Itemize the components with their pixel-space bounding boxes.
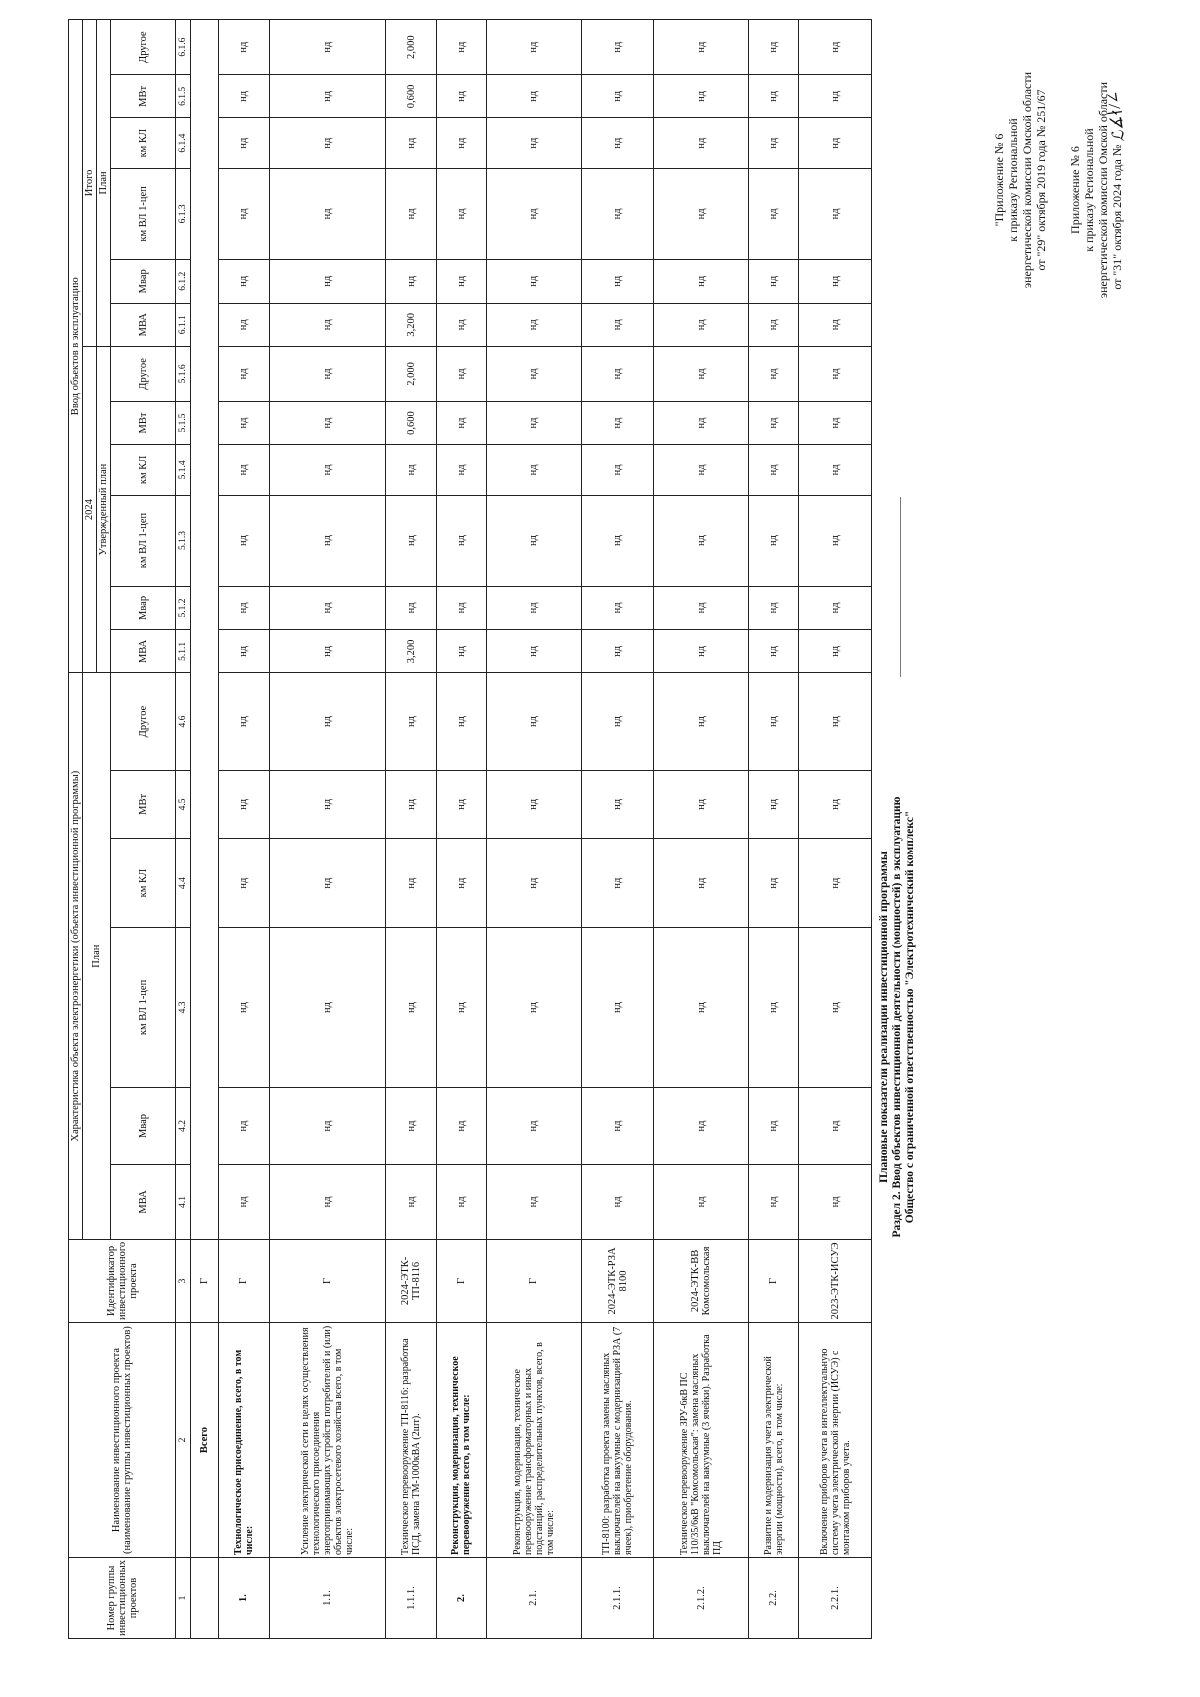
row-value-cell: нд: [654, 445, 749, 495]
row-value-cell: нд: [654, 1087, 749, 1164]
row-value-cell: нд: [269, 1087, 386, 1164]
row-value-cell: нд: [799, 168, 872, 259]
row-value-cell: нд: [749, 20, 799, 75]
appendix-line: к приказу Региональной: [1006, 118, 1020, 242]
row-value-cell: нд: [581, 1087, 654, 1164]
unit-header-cell: Мвар: [111, 1087, 176, 1164]
total-label: Всего: [191, 1323, 219, 1558]
row-value-cell: нд: [654, 168, 749, 259]
appendix-line: Приложение № 6: [1068, 146, 1082, 234]
row-value-cell: нд: [799, 118, 872, 168]
row-value-cell: нд: [654, 118, 749, 168]
row-value-cell: нд: [799, 770, 872, 839]
row-value-cell: нд: [487, 586, 582, 630]
column-number-cell: 5.1.5: [176, 401, 191, 444]
row-value-cell: нд: [219, 1164, 269, 1239]
appendix-line: энергетической комиссии Омской области: [1020, 71, 1034, 289]
header-approved-plan: Утвержденный план: [97, 346, 111, 673]
row-value-cell: нд: [487, 1087, 582, 1164]
total-cell-empty: [191, 20, 219, 1240]
column-number-cell: 5.1.1: [176, 630, 191, 673]
unit-header-cell: км ВЛ 1-цеп: [111, 495, 176, 586]
row-value-cell: нд: [487, 1164, 582, 1239]
row-value-cell: нд: [386, 168, 436, 259]
column-number-cell: 6.1.4: [176, 118, 191, 168]
row-value-cell: нд: [487, 770, 582, 839]
appendix-current-header: [1068, 40, 1129, 340]
row-value-cell: нд: [386, 927, 436, 1087]
row-project-name: ТП-8100: разработка проекта замены масляных выключателей на вакуумные с модернизацией РЗА (7 ячеек), приобретение оборудования.: [581, 1323, 654, 1558]
table-row: [799, 20, 872, 1639]
unit-header-cell: Мвар: [111, 259, 176, 303]
row-value-cell: нд: [269, 839, 386, 928]
header-char-plan: План: [83, 673, 111, 1239]
row-value-cell: нд: [436, 118, 486, 168]
row-value-cell: нд: [436, 303, 486, 346]
row-value-cell: нд: [436, 20, 486, 75]
row-value-cell: нд: [654, 586, 749, 630]
row-project-id: 2023-ЭТК-ИСУЭ: [799, 1239, 872, 1322]
appendix-line: энергетической комиссии Омской области: [1096, 81, 1110, 299]
row-value-cell: нд: [219, 445, 269, 495]
header-year: 2024: [83, 346, 97, 673]
row-value-cell: нд: [581, 586, 654, 630]
row-value-cell: нд: [799, 259, 872, 303]
row-value-cell: нд: [654, 401, 749, 444]
row-value-cell: нд: [487, 259, 582, 303]
row-value-cell: нд: [219, 75, 269, 118]
header-project-id: Идентификатор инвестиционного проекта: [69, 1239, 176, 1322]
table-row: [219, 20, 269, 1639]
row-value-cell: нд: [749, 401, 799, 444]
column-number-cell: 1: [176, 1558, 191, 1639]
row-value-cell: нд: [749, 673, 799, 770]
row-project-name: Реконструкция, модернизация, техническое перевооружение трансформаторных и иных подстанций, распределительных пунктов, всего, в том числе:: [487, 1323, 582, 1558]
unit-header-cell: Другое: [111, 346, 176, 401]
header-total: Итого: [83, 20, 97, 347]
row-value-cell: нд: [654, 75, 749, 118]
row-value-cell: нд: [436, 168, 486, 259]
row-value-cell: нд: [219, 118, 269, 168]
row-value-cell: нд: [749, 586, 799, 630]
row-value-cell: нд: [386, 1087, 436, 1164]
row-value-cell: нд: [269, 927, 386, 1087]
unit-header-cell: км КЛ: [111, 839, 176, 928]
row-value-cell: нд: [654, 259, 749, 303]
row-number: 2.2.1.: [799, 1558, 872, 1639]
row-value-cell: нд: [487, 445, 582, 495]
row-value-cell: 2,000: [386, 346, 436, 401]
column-number-cell: 6.1.1: [176, 303, 191, 346]
column-number-cell: 2: [176, 1323, 191, 1558]
row-value-cell: нд: [749, 346, 799, 401]
row-value-cell: 0,600: [386, 75, 436, 118]
row-project-id: Г: [487, 1239, 582, 1322]
table-row: [654, 20, 749, 1639]
row-project-id: 2024-ЭТК-РЗА 8100: [581, 1239, 654, 1322]
row-value-cell: нд: [436, 586, 486, 630]
column-number-cell: 5.1.4: [176, 445, 191, 495]
row-value-cell: нд: [799, 495, 872, 586]
row-value-cell: нд: [581, 445, 654, 495]
row-value-cell: нд: [436, 259, 486, 303]
row-value-cell: нд: [386, 673, 436, 770]
column-number-cell: 4.5: [176, 770, 191, 839]
title-line-2: Раздел 2. Ввод объектов инвестиционной деятельности (мощностей) в эксплуатацию: [891, 796, 903, 1238]
row-value-cell: нд: [799, 586, 872, 630]
unit-header-cell: Мвар: [111, 586, 176, 630]
row-value-cell: нд: [269, 118, 386, 168]
row-project-name: Техническое перевооружение ТП-8116: разработка ПСД, замена ТМ-1000кВА (2шт).: [386, 1323, 436, 1558]
row-value-cell: нд: [581, 401, 654, 444]
row-value-cell: нд: [219, 495, 269, 586]
row-value-cell: нд: [219, 586, 269, 630]
row-value-cell: нд: [749, 495, 799, 586]
row-project-name: Техническое перевооружение ЗРУ-6кВ ПС 110/35/6кВ "Комсомольская": замена масляных выключателей на вакуумные (3 ячейки). Разработка ПД: [654, 1323, 749, 1558]
title-line-3: Общество с ограниченной ответственностью "Электротехнический комплекс": [904, 810, 916, 1224]
row-value-cell: нд: [436, 1087, 486, 1164]
unit-header-cell: МВА: [111, 1164, 176, 1239]
row-value-cell: нд: [749, 168, 799, 259]
row-value-cell: нд: [487, 75, 582, 118]
row-value-cell: нд: [654, 770, 749, 839]
appendix-line: "Приложение № 6: [992, 133, 1006, 227]
row-value-cell: нд: [219, 839, 269, 928]
row-value-cell: нд: [487, 839, 582, 928]
row-project-name: Технологическое присоединение, всего, в том числе:: [219, 1323, 269, 1558]
table-row: [386, 20, 436, 1639]
row-value-cell: нд: [386, 1164, 436, 1239]
total-id: Г: [191, 1239, 219, 1322]
row-value-cell: нд: [487, 401, 582, 444]
row-value-cell: нд: [386, 445, 436, 495]
row-value-cell: 3,200: [386, 630, 436, 673]
unit-header-cell: МВА: [111, 630, 176, 673]
row-value-cell: нд: [799, 839, 872, 928]
column-number-cell: 4.6: [176, 673, 191, 770]
row-value-cell: нд: [799, 1087, 872, 1164]
row-value-cell: нд: [749, 630, 799, 673]
row-value-cell: 0,600: [386, 401, 436, 444]
row-value-cell: нд: [799, 303, 872, 346]
header-total-plan: План: [97, 20, 111, 347]
column-number-cell: 6.1.6: [176, 20, 191, 75]
table-row: [581, 20, 654, 1639]
row-value-cell: 2,000: [386, 20, 436, 75]
row-value-cell: нд: [581, 118, 654, 168]
column-number-cell: 6.1.2: [176, 259, 191, 303]
row-project-id: Г: [749, 1239, 799, 1322]
row-value-cell: нд: [269, 75, 386, 118]
row-value-cell: нд: [269, 1164, 386, 1239]
row-value-cell: нд: [581, 303, 654, 346]
row-value-cell: нд: [581, 927, 654, 1087]
row-value-cell: нд: [436, 1164, 486, 1239]
unit-header-cell: км КЛ: [111, 445, 176, 495]
total-cell-empty: [191, 1558, 219, 1639]
row-value-cell: нд: [219, 346, 269, 401]
row-value-cell: нд: [487, 168, 582, 259]
header-group-number: Номер группы инвестиционных проектов: [69, 1558, 176, 1639]
row-value-cell: нд: [654, 346, 749, 401]
row-value-cell: нд: [436, 346, 486, 401]
row-value-cell: нд: [269, 445, 386, 495]
row-value-cell: нд: [581, 839, 654, 928]
appendix-line: от "31" октября 2024 года № ℒ∡∤/∠: [1104, 89, 1129, 290]
row-value-cell: нд: [749, 770, 799, 839]
row-value-cell: нд: [436, 401, 486, 444]
row-value-cell: нд: [581, 75, 654, 118]
unit-header-cell: МВт: [111, 770, 176, 839]
table-row: [436, 20, 486, 1639]
row-number: 2.1.1.: [581, 1558, 654, 1639]
row-value-cell: нд: [581, 259, 654, 303]
row-value-cell: нд: [581, 673, 654, 770]
row-value-cell: нд: [749, 1087, 799, 1164]
total-row: [191, 20, 219, 1639]
row-value-cell: нд: [799, 927, 872, 1087]
row-value-cell: нд: [581, 168, 654, 259]
row-value-cell: нд: [799, 445, 872, 495]
row-project-name: Включение приборов учета в интеллектуальную систему учета электрической энергии (ИСУЭ) с монтажом приборов учета.: [799, 1323, 872, 1558]
row-value-cell: нд: [654, 20, 749, 75]
unit-header-cell: МВА: [111, 303, 176, 346]
row-number: 1.1.: [269, 1558, 386, 1639]
row-value-cell: нд: [386, 118, 436, 168]
row-value-cell: нд: [219, 673, 269, 770]
row-value-cell: нд: [487, 495, 582, 586]
row-value-cell: нд: [269, 168, 386, 259]
table-row: [487, 20, 582, 1639]
row-value-cell: нд: [269, 586, 386, 630]
row-value-cell: нд: [269, 770, 386, 839]
column-number-cell: 4.4: [176, 839, 191, 928]
unit-header-cell: МВт: [111, 75, 176, 118]
row-number: 2.: [436, 1558, 486, 1639]
column-number-cell: 3: [176, 1239, 191, 1322]
unit-header-cell: км ВЛ 1-цеп: [111, 927, 176, 1087]
row-value-cell: нд: [487, 927, 582, 1087]
row-value-cell: нд: [654, 839, 749, 928]
unit-header-cell: км ВЛ 1-цеп: [111, 168, 176, 259]
row-value-cell: нд: [219, 1087, 269, 1164]
header-characteristics: Характеристика объекта электроэнергетики (объекта инвестиционной программы): [69, 673, 83, 1239]
row-value-cell: нд: [581, 20, 654, 75]
column-number-cell: 5.1.3: [176, 495, 191, 586]
document-titles: [878, 717, 917, 1317]
row-project-id: Г: [219, 1239, 269, 1322]
appendix-line: к приказу Региональной: [1082, 128, 1096, 252]
row-value-cell: нд: [581, 346, 654, 401]
header-project-name: Наименование инвестиционного проекта (наименование группы инвестиционных проектов): [69, 1323, 176, 1558]
row-value-cell: нд: [219, 303, 269, 346]
scan-artifact-line: [900, 497, 901, 677]
row-value-cell: нд: [436, 770, 486, 839]
row-value-cell: 3,200: [386, 303, 436, 346]
row-value-cell: нд: [799, 346, 872, 401]
column-number-cell: 5.1.6: [176, 346, 191, 401]
row-value-cell: нд: [654, 495, 749, 586]
row-number: 2.1.2.: [654, 1558, 749, 1639]
header-commissioning: Ввод объектов в эксплуатацию: [69, 20, 83, 673]
row-value-cell: нд: [269, 401, 386, 444]
appendix-line: от "29" октября 2019 года № 251/67: [1034, 89, 1048, 271]
row-value-cell: нд: [749, 1164, 799, 1239]
table-body: [191, 20, 872, 1639]
row-value-cell: нд: [487, 630, 582, 673]
row-value-cell: нд: [269, 495, 386, 586]
row-value-cell: нд: [799, 1164, 872, 1239]
row-value-cell: нд: [436, 495, 486, 586]
row-value-cell: нд: [436, 75, 486, 118]
row-value-cell: нд: [654, 303, 749, 346]
row-value-cell: нд: [436, 630, 486, 673]
row-number: 1.: [219, 1558, 269, 1639]
row-project-id: 2024-ЭТК-ВВ Комсомольская: [654, 1239, 749, 1322]
investment-table: [68, 19, 872, 1639]
row-value-cell: нд: [219, 927, 269, 1087]
row-value-cell: нд: [581, 1164, 654, 1239]
row-value-cell: нд: [749, 259, 799, 303]
row-value-cell: нд: [269, 630, 386, 673]
row-value-cell: нд: [219, 20, 269, 75]
unit-header-cell: МВт: [111, 401, 176, 444]
unit-header-cell: км КЛ: [111, 118, 176, 168]
row-value-cell: нд: [386, 770, 436, 839]
row-value-cell: нд: [386, 586, 436, 630]
row-value-cell: нд: [654, 1164, 749, 1239]
row-value-cell: нд: [436, 839, 486, 928]
row-value-cell: нд: [799, 673, 872, 770]
table-wrapper: [68, 19, 872, 1639]
row-value-cell: нд: [654, 673, 749, 770]
column-number-cell: 4.3: [176, 927, 191, 1087]
row-value-cell: нд: [799, 630, 872, 673]
column-number-cell: 6.1.3: [176, 168, 191, 259]
row-value-cell: нд: [581, 770, 654, 839]
column-number-cell: 5.1.2: [176, 586, 191, 630]
row-project-name: Реконструкция, модернизация, техническое перевооружение всего, в том числе:: [436, 1323, 486, 1558]
row-value-cell: нд: [386, 839, 436, 928]
row-number: 1.1.1.: [386, 1558, 436, 1639]
unit-header-cell: Другое: [111, 673, 176, 770]
row-value-cell: нд: [749, 75, 799, 118]
row-value-cell: нд: [386, 495, 436, 586]
row-value-cell: нд: [749, 839, 799, 928]
row-value-cell: нд: [269, 259, 386, 303]
row-value-cell: нд: [219, 259, 269, 303]
row-value-cell: нд: [799, 401, 872, 444]
row-value-cell: нд: [219, 401, 269, 444]
row-value-cell: нд: [487, 673, 582, 770]
row-value-cell: нд: [581, 630, 654, 673]
table-row: [269, 20, 386, 1639]
handwritten-signature: ℒ∡∤/∠: [1104, 89, 1129, 143]
row-project-id: Г: [436, 1239, 486, 1322]
row-value-cell: нд: [219, 168, 269, 259]
row-project-id: 2024-ЭТК-ТП-8116: [386, 1239, 436, 1322]
appendix-previous-header: [992, 30, 1048, 330]
row-value-cell: нд: [654, 927, 749, 1087]
row-value-cell: нд: [269, 346, 386, 401]
row-value-cell: нд: [749, 303, 799, 346]
row-number: 2.1.: [487, 1558, 582, 1639]
row-value-cell: нд: [269, 673, 386, 770]
row-value-cell: нд: [436, 673, 486, 770]
row-value-cell: нд: [219, 770, 269, 839]
column-number-cell: 4.2: [176, 1087, 191, 1164]
row-value-cell: нд: [799, 20, 872, 75]
row-value-cell: нд: [799, 75, 872, 118]
row-value-cell: нд: [269, 303, 386, 346]
row-number: 2.2.: [749, 1558, 799, 1639]
row-value-cell: нд: [219, 630, 269, 673]
row-value-cell: нд: [487, 20, 582, 75]
column-number-cell: 4.1: [176, 1164, 191, 1239]
row-project-name: Развитие и модернизация учета электрической энергии (мощности), всего, в том числе:: [749, 1323, 799, 1558]
title-line-1: Плановые показатели реализации инвестиционной программы: [878, 851, 890, 1183]
row-value-cell: нд: [386, 259, 436, 303]
row-value-cell: нд: [487, 303, 582, 346]
row-project-id: Г: [269, 1239, 386, 1322]
row-value-cell: нд: [749, 118, 799, 168]
row-value-cell: нд: [581, 495, 654, 586]
column-number-row: [176, 20, 191, 1639]
unit-header-cell: Другое: [111, 20, 176, 75]
column-number-cell: 6.1.5: [176, 75, 191, 118]
row-value-cell: нд: [436, 445, 486, 495]
row-value-cell: нд: [487, 346, 582, 401]
row-value-cell: нд: [269, 20, 386, 75]
row-value-cell: нд: [749, 927, 799, 1087]
row-value-cell: нд: [749, 445, 799, 495]
row-value-cell: нд: [654, 630, 749, 673]
table-row: [749, 20, 799, 1639]
row-value-cell: нд: [436, 927, 486, 1087]
row-value-cell: нд: [487, 118, 582, 168]
row-project-name: Усиление электрической сети в целях осуществления технологического присоединения энергопринимающих устройств потребителей и (или) объектов электросетевого хозяйства всего, в том числе:: [269, 1323, 386, 1558]
